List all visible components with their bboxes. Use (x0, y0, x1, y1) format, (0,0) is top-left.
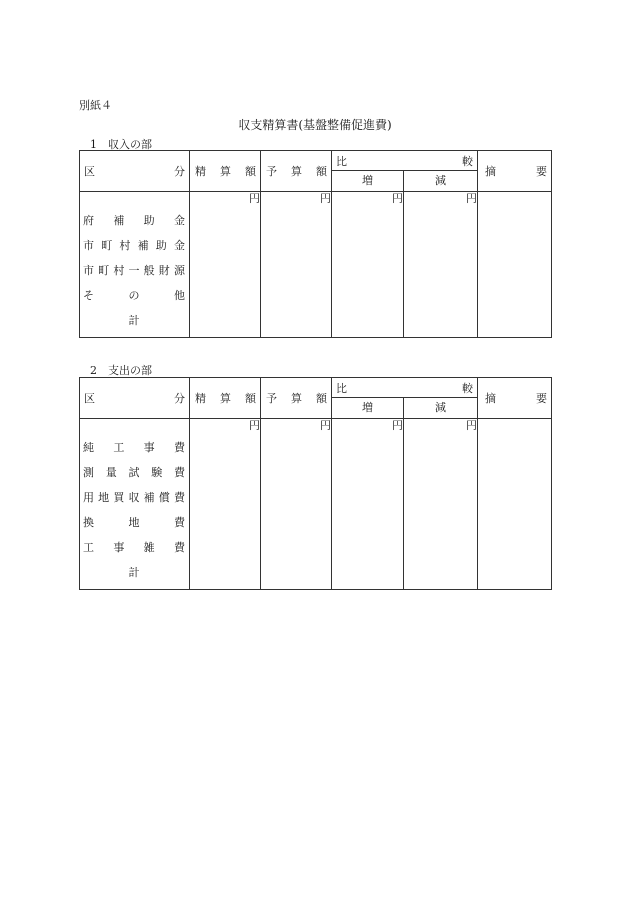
expense-item-kanchihi: 換 地 費 (83, 516, 185, 529)
yen-unit: 円 (332, 192, 404, 338)
header-kubun: 区 分 (80, 151, 190, 192)
header-gen: 減 (404, 171, 478, 192)
expense-item-jun-kojihi: 純 工 事 費 (83, 441, 185, 454)
header-tekiyo: 摘 要 (478, 151, 552, 192)
income-table (79, 150, 552, 338)
header-tekiyo: 摘 要 (478, 378, 552, 419)
section-label: 収入の部 (108, 138, 152, 151)
yen-unit: 円 (261, 192, 332, 338)
document-title: 収支精算書(基盤整備促進費) (238, 118, 392, 132)
yen-unit: 円 (190, 419, 261, 590)
section-number: 2 (90, 364, 97, 377)
header-seisan: 精 算 額 (190, 378, 261, 419)
header-gen: 減 (404, 398, 478, 419)
header-yosan: 予 算 額 (261, 378, 332, 419)
tekiyo-cell (478, 192, 552, 338)
income-item-labels (80, 192, 190, 338)
tekiyo-cell (478, 419, 552, 590)
attachment-label: 別紙４ (79, 99, 112, 112)
expense-table (79, 377, 552, 590)
yen-unit: 円 (190, 192, 261, 338)
yen-unit: 円 (404, 419, 478, 590)
header-zo: 増 (332, 398, 404, 419)
expense-total-label: 計 (128, 566, 140, 579)
header-hikaku: 比 較 (332, 151, 478, 171)
expense-item-labels (80, 419, 190, 590)
yen-unit: 円 (332, 419, 404, 590)
header-kubun: 区 分 (80, 378, 190, 419)
expense-section-heading (90, 362, 152, 378)
income-item-shichoson-ippan-zaigen: 市 町 村 一 般 財 源 (83, 264, 185, 277)
header-zo: 増 (332, 171, 404, 192)
section-label: 支出の部 (108, 364, 152, 377)
header-seisan: 精 算 額 (190, 151, 261, 192)
income-item-fu-hojokin: 府 補 助 金 (83, 214, 185, 227)
yen-unit: 円 (404, 192, 478, 338)
expense-item-sokuryo-shikenhi: 測 量 試 験 費 (83, 466, 185, 479)
income-item-sonota: そ の 他 (83, 289, 185, 302)
header-hikaku: 比 較 (332, 378, 478, 398)
expense-item-koji-zappi: 工 事 雑 費 (83, 541, 185, 554)
income-total-label: 計 (128, 314, 140, 327)
income-item-shichoson-hojokin: 市 町 村 補 助 金 (83, 239, 185, 252)
header-yosan: 予 算 額 (261, 151, 332, 192)
yen-unit: 円 (261, 419, 332, 590)
expense-item-yochi-baishu-hoshohi: 用 地 買 収 補 償 費 (83, 491, 185, 504)
section-number: 1 (90, 138, 97, 151)
